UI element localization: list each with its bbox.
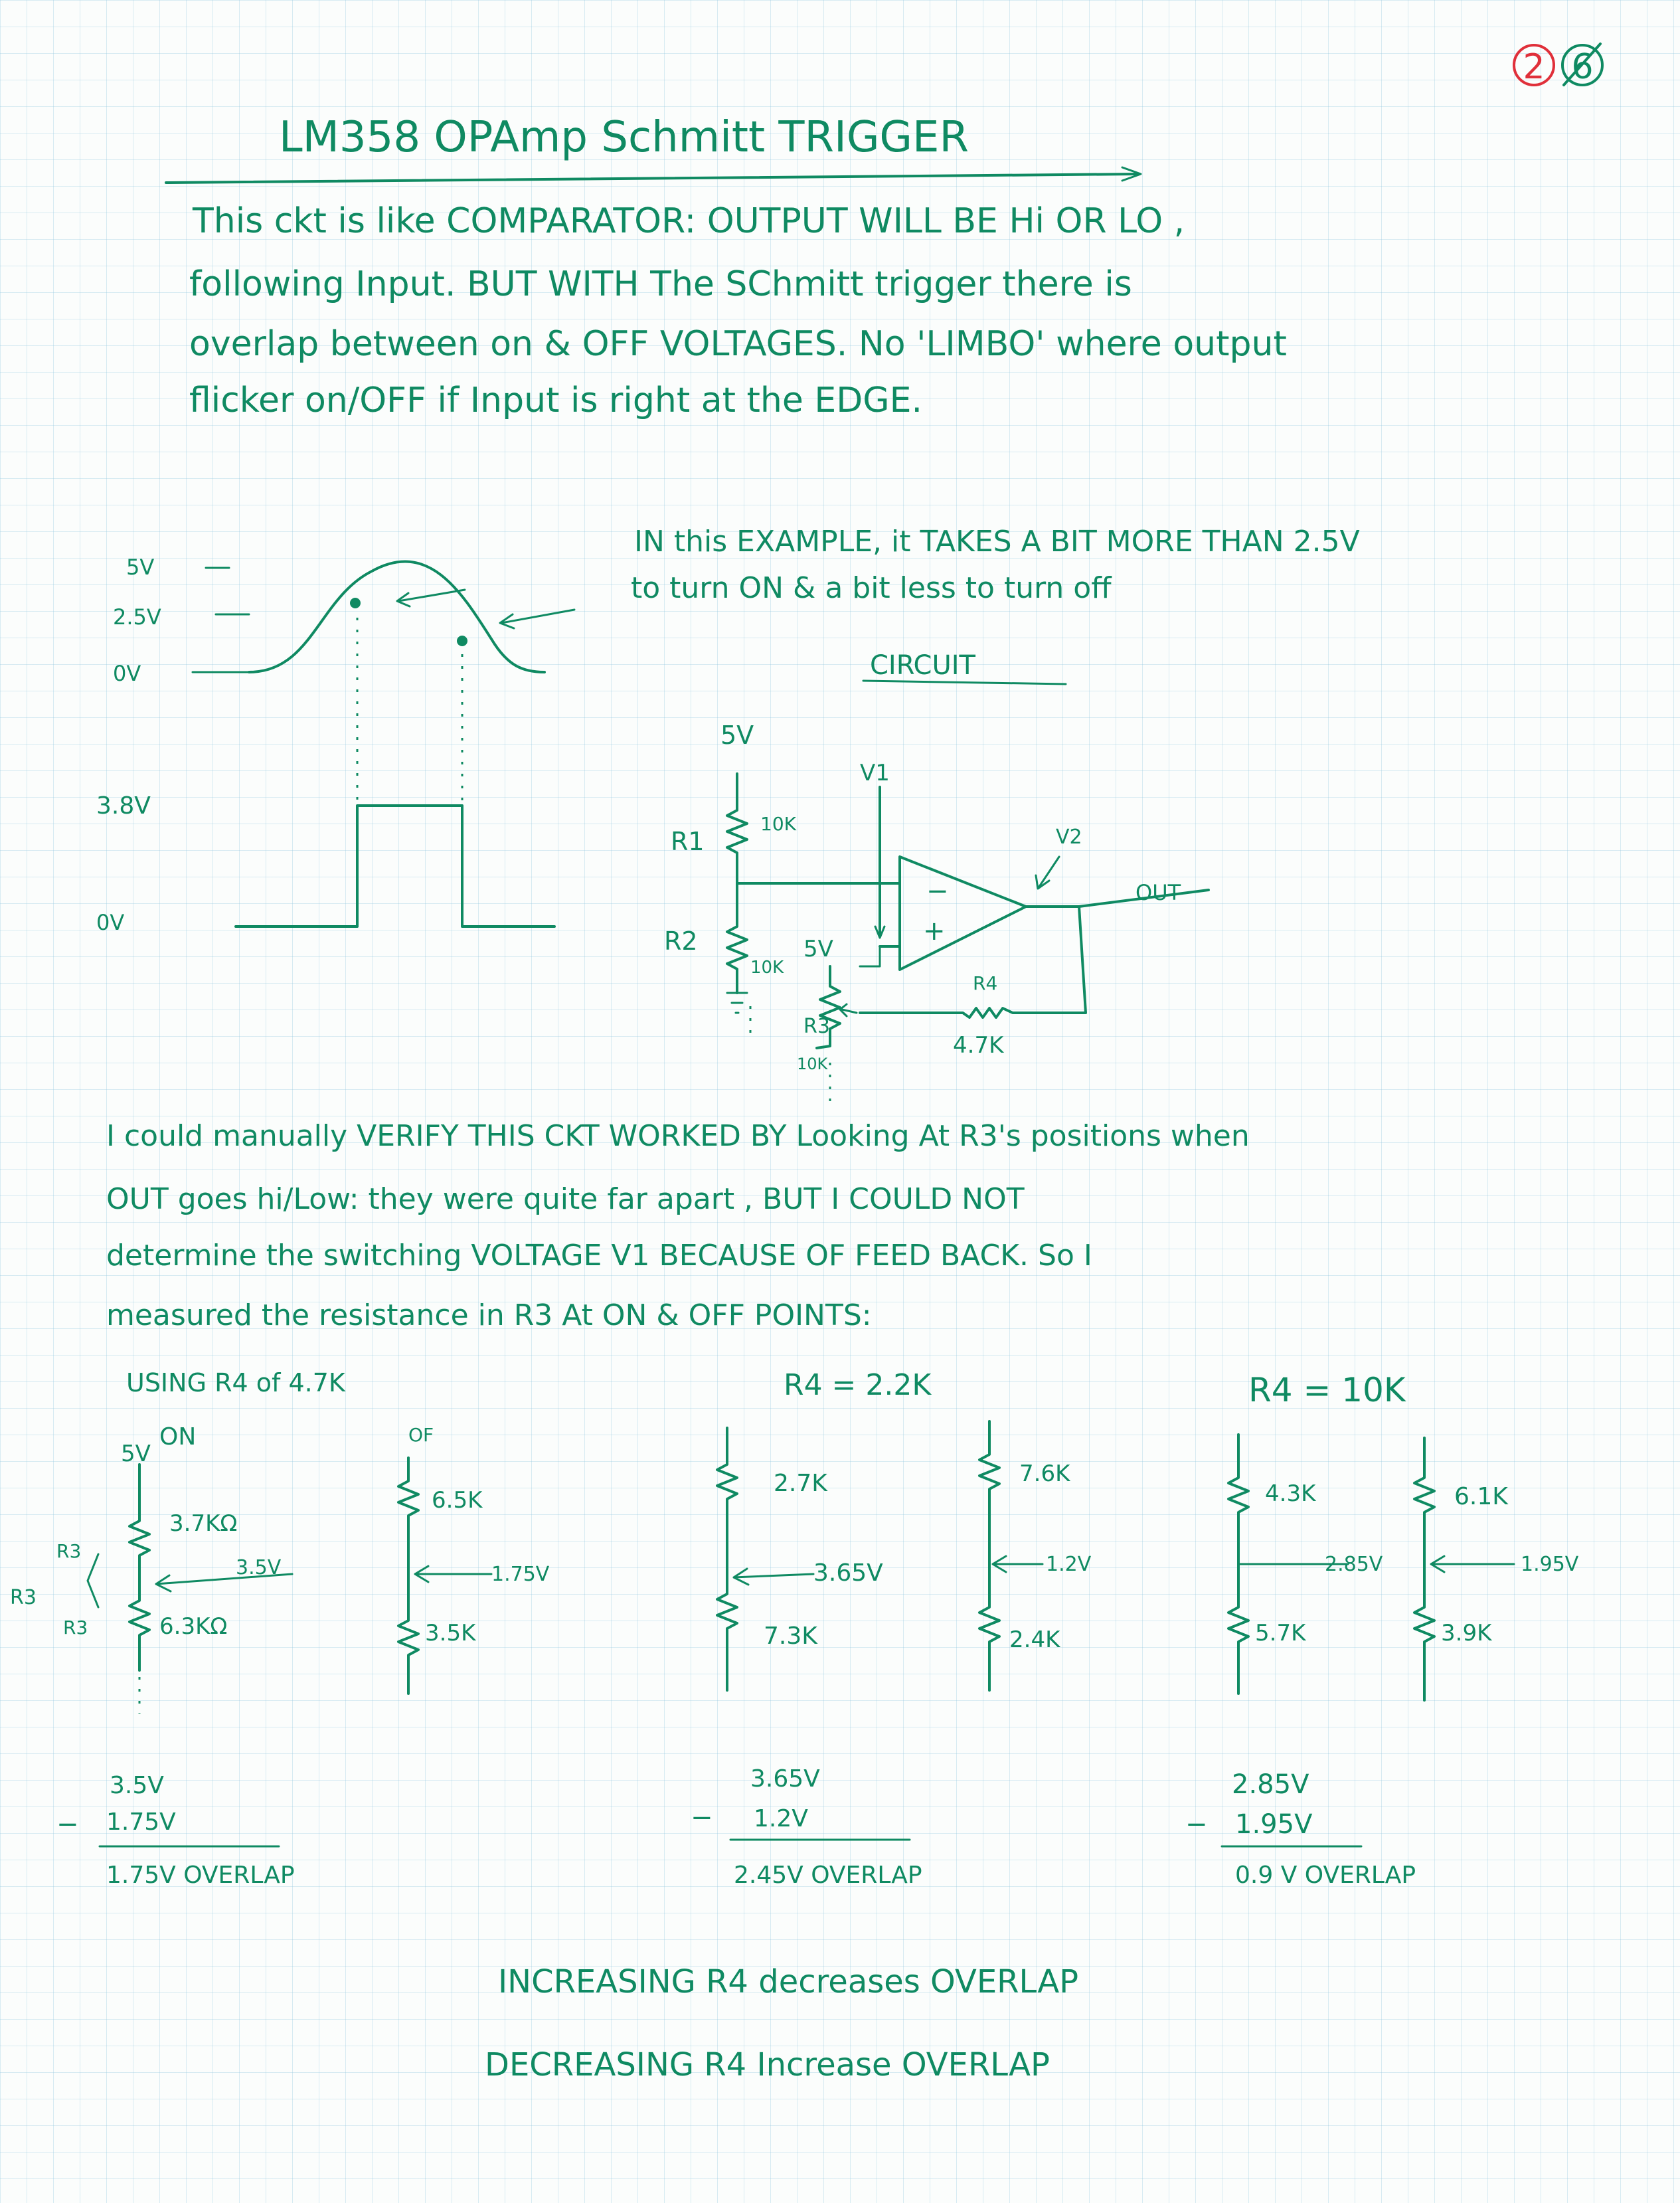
label-out-0v: 0V: [96, 910, 125, 935]
conclusion-line-2: DECREASING R4 Increase OVERLAP: [485, 2046, 1050, 2083]
feedback-r4: [860, 907, 1086, 1017]
label-0v: 0V: [113, 661, 141, 686]
m2-on-wiper-arrow: [734, 1569, 813, 1585]
label-2-5v: 2.5V: [113, 604, 161, 630]
m1-r3: R3: [10, 1586, 37, 1609]
circuit-heading: CIRCUIT: [870, 650, 975, 681]
arrow-on-point: [398, 590, 465, 601]
off-threshold-point: [457, 636, 467, 646]
m1-off-resistor: [398, 1458, 418, 1694]
verify-line-2: OUT goes hi/Low: they were quite far apart , BUT I COULD NOT: [106, 1182, 1025, 1216]
verify-line-3: determine the switching VOLTAGE V1 BECAUSE OF FEED BACK. So I: [106, 1239, 1092, 1273]
m3-heading: R4 = 10K: [1248, 1371, 1406, 1409]
input-sine-wave: [249, 562, 545, 672]
m1-calc-a: 3.5V: [110, 1772, 164, 1799]
example-note-line-2: to turn ON & a bit less to turn off: [631, 571, 1112, 605]
r1-value: 10K: [760, 813, 796, 835]
r3-wiper: [840, 1004, 857, 1016]
opamp-minus: −: [926, 876, 949, 907]
opamp-symbol: [900, 857, 1026, 970]
page-title: LM358 OPAmp Schmitt TRIGGER: [279, 113, 969, 162]
r1-label: R1: [671, 827, 705, 856]
m3-on-bottom: 5.7K: [1255, 1620, 1306, 1646]
m3-off-resistor: [1414, 1438, 1434, 1700]
m1-off-bottom: 3.5K: [425, 1620, 476, 1646]
intro-line-1: This ckt is like COMPARATOR: OUTPUT WILL BE Hi OR LO ,: [193, 201, 1185, 241]
m2-calc-a: 3.65V: [750, 1765, 820, 1793]
label-3-8v: 3.8V: [96, 792, 151, 820]
m1-calc-b: 1.75V: [106, 1808, 176, 1836]
conclusion-line-1: INCREASING R4 decreases OVERLAP: [498, 1963, 1079, 2000]
m2-on-bottom: 7.3K: [764, 1623, 817, 1650]
m1-on-label: ON: [159, 1423, 197, 1451]
m1-brace: [88, 1554, 98, 1607]
measurement-r4-4-7k: [10, 1368, 550, 1889]
r2-value: 10K: [750, 958, 784, 978]
wire-output: [1026, 890, 1209, 907]
m1-on-bottom: 6.3KΩ: [159, 1613, 228, 1640]
m2-calc-b: 1.2V: [754, 1805, 808, 1832]
m1-off-voltage: 1.75V: [491, 1563, 550, 1586]
intro-line-3: overlap between on & OFF VOLTAGES. No 'LIMBO' where output: [189, 324, 1287, 364]
output-square-wave: [236, 806, 554, 926]
verify-paragraph: [106, 1119, 1250, 1332]
m2-off-bottom: 2.4K: [1009, 1627, 1060, 1653]
v2-arrow: [1039, 857, 1059, 887]
r4-label: R4: [973, 972, 998, 994]
measurement-r4-2-2k: [691, 1368, 1092, 1889]
out-label: OUT: [1135, 880, 1181, 905]
m3-on-voltage: 2.85V: [1325, 1553, 1383, 1576]
page-number: [1514, 44, 1602, 87]
page-number-value: 2: [1523, 47, 1545, 87]
supply-5v-top: 5V: [720, 721, 754, 750]
m3-on-top: 4.3K: [1265, 1480, 1316, 1507]
m2-calc-result: 2.45V OVERLAP: [734, 1862, 922, 1889]
m1-heading: USING R4 of 4.7K: [126, 1368, 345, 1397]
r2-label: R2: [664, 926, 698, 956]
m1-r3b: R3: [63, 1617, 88, 1638]
title-underline: [166, 174, 1139, 183]
intro-line-2: following Input. BUT WITH The SChmitt trigger there is: [189, 264, 1132, 304]
waveform-diagram: [96, 555, 574, 935]
m2-on-resistor: [717, 1428, 737, 1690]
m2-off-voltage: 1.2V: [1046, 1553, 1092, 1576]
m3-off-top: 6.1K: [1454, 1483, 1508, 1510]
v1-label: V1: [860, 760, 890, 786]
r3-label: R3: [803, 1015, 830, 1038]
m1-on-top: 3.7KΩ: [169, 1510, 238, 1537]
m3-calc-a: 2.85V: [1232, 1769, 1309, 1800]
intro-paragraph: [189, 201, 1287, 420]
m2-minus: −: [691, 1803, 713, 1833]
m3-off-wiper-arrow: [1431, 1556, 1514, 1572]
circuit-diagram: [664, 650, 1209, 1102]
supply-5v-pot: 5V: [803, 936, 833, 962]
m2-on-top: 2.7K: [774, 1470, 827, 1497]
circuit-heading-underline: [863, 681, 1066, 684]
m2-off-wiper-arrow: [993, 1556, 1043, 1572]
m1-off-wiper-arrow: [415, 1566, 491, 1582]
v2-label: V2: [1056, 826, 1082, 849]
page-number-struck: 6: [1571, 47, 1594, 87]
m3-minus: −: [1185, 1809, 1208, 1840]
m1-off-label: OF: [408, 1424, 434, 1446]
m1-on-resistor: [129, 1464, 149, 1670]
on-threshold-point: [350, 598, 361, 608]
ground-symbol-1: [727, 993, 747, 1013]
m2-off-top: 7.6K: [1019, 1460, 1070, 1487]
m3-off-bottom: 3.9K: [1441, 1620, 1492, 1646]
m1-on-voltage: 3.5V: [236, 1556, 282, 1579]
label-5v: 5V: [126, 555, 155, 580]
opamp-input-wires: [880, 883, 900, 946]
verify-line-1: I could manually VERIFY THIS CKT WORKED BY Looking At R3's positions when: [106, 1119, 1250, 1153]
m1-minus: −: [56, 1809, 79, 1840]
wire-v1-to-wiper: [860, 946, 880, 966]
m2-on-voltage: 3.65V: [813, 1559, 883, 1587]
m3-calc-b: 1.95V: [1235, 1809, 1313, 1840]
m1-off-top: 6.5K: [432, 1487, 483, 1514]
example-note-line-1: IN this EXAMPLE, it TAKES A BIT MORE THAN 2.5V: [634, 525, 1360, 559]
r3-value: 10K: [797, 1055, 828, 1073]
m1-r3a: R3: [56, 1540, 82, 1562]
intro-line-4: flicker on/OFF if Input is right at the EDGE.: [189, 381, 922, 420]
m1-calc-result: 1.75V OVERLAP: [106, 1862, 295, 1889]
measurement-r4-10k: [1185, 1371, 1579, 1889]
m3-calc-result: 0.9 V OVERLAP: [1235, 1862, 1416, 1889]
verify-line-4: measured the resistance in R3 At ON & OFF POINTS:: [106, 1298, 872, 1332]
r4-value: 4.7K: [953, 1032, 1004, 1059]
m2-off-resistor: [979, 1421, 999, 1690]
m1-supply: 5V: [121, 1441, 151, 1467]
arrow-off-point: [501, 610, 574, 623]
m3-off-voltage: 1.95V: [1521, 1553, 1579, 1576]
m2-heading: R4 = 2.2K: [784, 1368, 932, 1402]
opamp-plus: +: [923, 916, 946, 946]
